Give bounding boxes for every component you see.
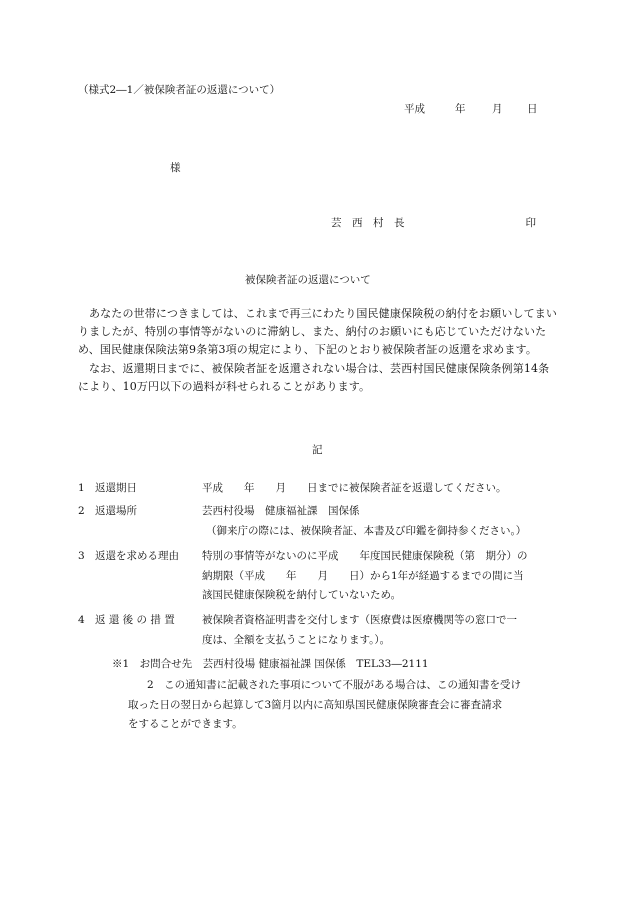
seal-mark: 印 [525, 217, 536, 229]
item-label: 返還場所 [95, 505, 137, 517]
note-appeal-line: 2 この通知書に記載された事項について不服がある場合は、この通知書を受け [147, 679, 521, 691]
item-value-line: 芸西村役場 健康福祉課 国保係 [202, 505, 360, 517]
item-value [202, 611, 562, 650]
date-month-unit: 月 [492, 103, 503, 115]
item-value-line: 被保険者資格証明書を交付します（医療費は医療機関等の窓口で一 [202, 614, 517, 626]
note-appeal [125, 676, 521, 735]
sender-title: 芸 西 村 長 [331, 217, 405, 229]
body-paragraph: なお、返還期日までに、被保険者証を返還されない場合は、芸西村国民健康保険条例第14条により、10万円以下の過料が科せられることがあります。 [78, 361, 550, 393]
date-year-unit: 年 [455, 103, 466, 115]
form-heading: （様式2―1／被保険者証の返還について） [78, 84, 281, 96]
item-value-line: 納期限（平成 年 月 日）から1年が経過するまでの間に当 [202, 569, 524, 582]
item-value [202, 547, 562, 606]
item-value-line: （御来庁の際には、被保険者証、本書及び印鑑を御持参ください。） [206, 524, 527, 537]
note-appeal-line: 取った日の翌日から起算して3箇月以内に高知県国民健康保険審査会に審査請求 [128, 698, 503, 711]
body-text [78, 305, 558, 396]
item-number: 2 [78, 505, 85, 517]
addressee-suffix: 様 [170, 162, 181, 174]
item-number: 4 [78, 614, 85, 626]
body-paragraph: あなたの世帯につきましては、これまで再三にわたり国民健康保険税の納付をお願いしてまいりましたが、特別の事情等がないのに滞納し、また、納付のお願いにも応じていただけないため、国民健康保険法第9条第3項の規定により、下記のとおり被保険者証の返還を求めます。 [78, 307, 558, 357]
item-value-line: 度は、全額を支払うことになります。）。 [202, 633, 391, 646]
note-contact: ※1 お問合せ先 芸西村役場 健康福祉課 国保係 TEL33―2111 [112, 658, 429, 670]
item-label: 返還期日 [95, 482, 137, 494]
item-number: 1 [78, 482, 85, 494]
document-title: 被保険者証の返還について [245, 274, 371, 286]
item-value-line: 該国民健康保険税を納付していないため。 [202, 589, 402, 601]
item-label: 返 還 後 の 措 置 [95, 614, 175, 626]
sender-line [331, 217, 536, 230]
item-number: 3 [78, 550, 85, 562]
date-era: 平成 [404, 103, 425, 115]
ki-heading: 記 [312, 444, 323, 456]
item-value-line: 特別の事情等がないのに平成 年度国民健康保険税（第 期分）の [202, 550, 528, 562]
item-label: 返還を求める理由 [95, 550, 179, 562]
item-value [202, 479, 562, 499]
date-line [404, 103, 538, 116]
item-value-line: 平成 年 月 日までに被保険者証を返還してください。 [202, 482, 507, 494]
date-day-unit: 日 [527, 103, 538, 115]
note-appeal-line: をすることができます。 [128, 718, 243, 730]
item-value [202, 502, 562, 541]
